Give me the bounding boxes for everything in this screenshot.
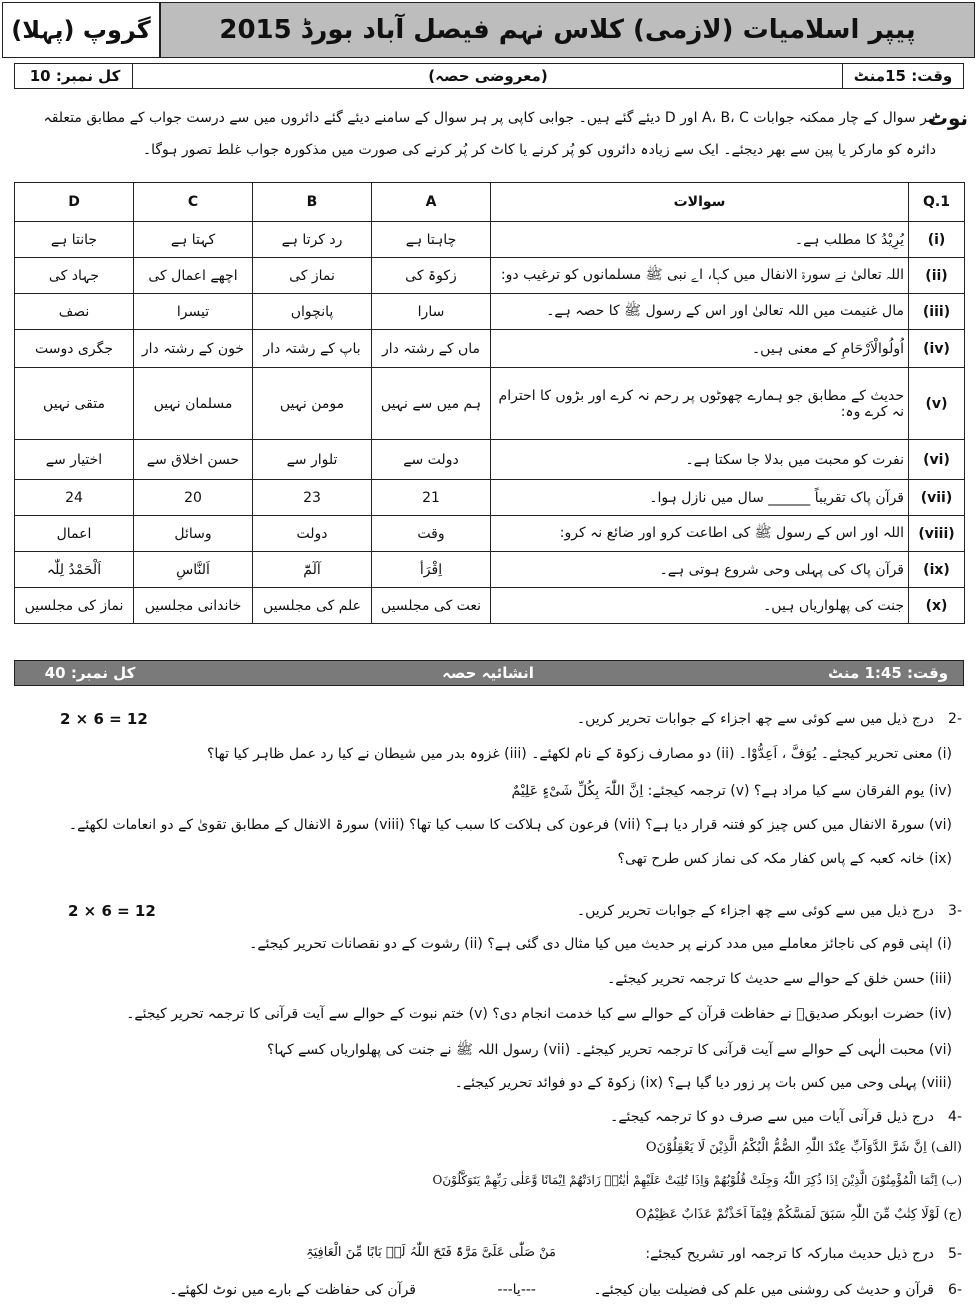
q-number: (vi) bbox=[909, 440, 965, 480]
mcq-header-a: A bbox=[372, 183, 491, 222]
option-b: 23 bbox=[253, 480, 372, 516]
q3-line-4: (vi) محبت الٰہی کے حوالے سے آیت قرآنی کا ترجمہ تحریر کیجئے۔ (vii) رسول اللہ ﷺ نے جنت کی پھلواریاں کسے کہا؟ bbox=[267, 1042, 952, 1058]
option-a: نعت کی مجلسیں bbox=[372, 588, 491, 624]
option-a: وقت bbox=[372, 516, 491, 552]
option-c: اَلنَّاسِ bbox=[134, 552, 253, 588]
objective-section-title: (معروضی حصہ) bbox=[428, 67, 548, 85]
q-number: (vii) bbox=[909, 480, 965, 516]
q2-line-4: (ix) خانہ کعبہ کے پاس کفار مکہ کی نماز کس طرح تھی؟ bbox=[617, 851, 952, 867]
option-d: جگری دوست bbox=[15, 330, 134, 368]
q-number: (ii) bbox=[909, 258, 965, 294]
mcq-header-row bbox=[15, 183, 965, 222]
option-c: حسن اخلاق سے bbox=[134, 440, 253, 480]
table-row bbox=[15, 552, 965, 588]
table-row bbox=[15, 258, 965, 294]
option-d: اَلْحَمْدُ لِلّٰہ bbox=[15, 552, 134, 588]
q2-title: درج ذیل میں سے کوئی سے چھ اجزاء کے جوابات تحریر کریں۔ bbox=[576, 711, 934, 727]
option-d: اختیار سے bbox=[15, 440, 134, 480]
option-a: سارا bbox=[372, 294, 491, 330]
option-b: تلوار سے bbox=[253, 440, 372, 480]
option-b: نماز کی bbox=[253, 258, 372, 294]
option-c: وسائل bbox=[134, 516, 253, 552]
subjective-section-title: انشائیہ حصہ bbox=[442, 664, 534, 682]
q2-line-3: (vi) سورۃ الانفال میں کس چیز کو فتنہ قرار دیا ہے؟ (vii) فرعون کی ہلاکت کا سبب کیا تھا؟ (viii) سورۃ الانفال کے مطابق تقویٰ کے دو انعامات لکھئے۔ bbox=[68, 817, 952, 833]
q4-verse-3: (ج) لَوْلَا کِتٰبٌ مِّنَ اللّٰہِ سَبَقَ لَمَسَّکُمْ فِیْمَآ اَخَذْتُمْ عَذَابٌ عَظِیْمٌO bbox=[635, 1207, 962, 1222]
q4-verse-1: (الف) اِنَّ شَرَّ الدَّوَآبِّ عِنْدَ اللّٰہِ الصُّمُّ الْبُکْمُ الَّذِیْنَ لَا یَعْقِلُوْنَO bbox=[645, 1140, 962, 1155]
table-row bbox=[15, 588, 965, 624]
objective-marks: کل نمبر: 10 bbox=[29, 67, 121, 85]
note-mark: نوٹ bbox=[927, 106, 968, 130]
option-c: تیسرا bbox=[134, 294, 253, 330]
note-line-1: ہر سوال کے چار ممکنہ جوابات A، B، C اور D دیئے گئے ہیں۔ جوابی کاپی پر ہر سوال کے سامنے دیئے گئے دائروں میں سے درست جواب کے مطابق متعلقہ bbox=[43, 110, 936, 126]
option-a: چاہتا ہے bbox=[372, 222, 491, 258]
option-c: کہتا ہے bbox=[134, 222, 253, 258]
q5-hadith: مَنْ صَلّٰی عَلَیَّ مَرَّۃً فَتَحَ اللّٰہُ لَہٗ بَابًا مِّنَ الْعَافِیَۃِ bbox=[305, 1245, 556, 1260]
option-b: پانچواں bbox=[253, 294, 372, 330]
q-number: (iii) bbox=[909, 294, 965, 330]
option-a: اِقْرَأ bbox=[372, 552, 491, 588]
mcq-header-d: D bbox=[15, 183, 134, 222]
mcq-header-c: C bbox=[134, 183, 253, 222]
q3-number: -3 bbox=[948, 903, 962, 919]
q3-line-2: (iii) حسن خلق کے حوالے سے حدیث کا ترجمہ تحریر کیجئے۔ bbox=[607, 971, 952, 987]
q6-text: قرآن و حدیث کی روشنی میں علم کی فضیلت بیان کیجئے۔ bbox=[593, 1282, 934, 1298]
option-a: دولت سے bbox=[372, 440, 491, 480]
q2-line-1: (i) معنی تحریر کیجئے۔ یُوَفَّ ، اَعِدُّوْا۔ (ii) دو مصارف زکوۃ کے نام لکھئے۔ (iii) غزوہ بدر میں شیطان نے کیا رد عمل ظاہر کیا تھا؟ bbox=[206, 746, 952, 762]
q6-or: ---یا--- bbox=[497, 1282, 536, 1298]
q2-number: -2 bbox=[948, 711, 962, 727]
option-b: باپ کے رشتہ دار bbox=[253, 330, 372, 368]
objective-info-bar bbox=[14, 63, 964, 89]
q-text: مال غنیمت میں اللہ تعالیٰ اور اس کے رسول ﷺ کا حصہ ہے۔ bbox=[491, 294, 909, 330]
table-row bbox=[15, 222, 965, 258]
option-d: نماز کی مجلسیں bbox=[15, 588, 134, 624]
group-label: گروپ (پہلا) bbox=[2, 2, 160, 58]
option-a: ماں کے رشتہ دار bbox=[372, 330, 491, 368]
option-c: مسلمان نہیں bbox=[134, 368, 253, 440]
q-number: (ix) bbox=[909, 552, 965, 588]
option-c: خاندانی مجلسیں bbox=[134, 588, 253, 624]
q2-score: 2 × 6 = 12 bbox=[60, 710, 148, 728]
q3-score: 2 × 6 = 12 bbox=[68, 902, 156, 920]
q2-line-2: (iv) یوم الفرقان سے کیا مراد ہے؟ (v) ترجمہ کیجئے: اِنَّ اللّٰہَ بِکُلِّ شَیْءٍ عَلِیْمٌ bbox=[511, 783, 952, 799]
option-c: خون کے رشتہ دار bbox=[134, 330, 253, 368]
q-text: جنت کی پھلواریاں ہیں۔ bbox=[491, 588, 909, 624]
q-text: یُرِیْدُ کا مطلب ہے۔ bbox=[491, 222, 909, 258]
q5-number: -5 bbox=[948, 1246, 962, 1262]
option-d: 24 bbox=[15, 480, 134, 516]
option-c: اچھے اعمال کی bbox=[134, 258, 253, 294]
table-row bbox=[15, 440, 965, 480]
option-d: نصف bbox=[15, 294, 134, 330]
option-a: زکوۃ کی bbox=[372, 258, 491, 294]
subjective-time: وقت: 1:45 منٹ bbox=[827, 664, 949, 682]
option-b: دولت bbox=[253, 516, 372, 552]
table-row bbox=[15, 368, 965, 440]
q4-number: -4 bbox=[948, 1109, 962, 1125]
option-d: متقی نہیں bbox=[15, 368, 134, 440]
note-line-2: دائرہ کو مارکر یا پین سے بھر دیجئے۔ ایک سے زیادہ دائروں کو پُر کرنے یا کاٹ کر پُر کرنے کی صورت میں مذکورہ جواب غلط تصور ہوگا۔ bbox=[142, 142, 936, 158]
option-c: 20 bbox=[134, 480, 253, 516]
q4-title: درج ذیل قرآنی آیات میں سے صرف دو کا ترجمہ کیجئے۔ bbox=[610, 1109, 934, 1125]
option-b: آلٓمّٓ bbox=[253, 552, 372, 588]
q-text: اللہ اور اس کے رسول ﷺ کی اطاعت کرو اور ضائع نہ کرو: bbox=[491, 516, 909, 552]
mcq-header-b: B bbox=[253, 183, 372, 222]
q3-line-1: (i) اپنی قوم کی ناجائز معاملے میں مدد کرنے پر حدیث میں کیا مثال دی گئی ہے؟ (ii) رشوت کے دو نقصانات تحریر کیجئے۔ bbox=[249, 936, 952, 952]
q3-title: درج ذیل میں سے کوئی سے چھ اجزاء کے جوابات تحریر کریں۔ bbox=[576, 903, 934, 919]
option-d: جانتا ہے bbox=[15, 222, 134, 258]
q-text: نفرت کو محبت میں بدلا جا سکتا ہے۔ bbox=[491, 440, 909, 480]
q6-alt: قرآن کی حفاظت کے بارے میں نوٹ لکھئے۔ bbox=[169, 1282, 416, 1298]
paper-title: پیپر اسلامیات (لازمی) کلاس نہم فیصل آباد بورڈ 2015 bbox=[160, 2, 975, 58]
mcq-table bbox=[14, 182, 965, 624]
q-number: (iv) bbox=[909, 330, 965, 368]
q-text: اُولُوالْاَرْحَامِ کے معنی ہیں۔ bbox=[491, 330, 909, 368]
q4-verse-2: (ب) اِنَّمَا الْمُؤْمِنُوْنَ الَّذِیْنَ اِذَا ذُکِرَ اللّٰہُ وَجِلَتْ قُلُوْبُھُمْ وَاِذَا تُلِیَتْ عَلَیْھِمْ اٰیٰتُہٗ زَادَتْھُمْ اِیْمَانًا وَّعَلٰی رَبِّھِمْ یَتَوَکَّلُوْنَO bbox=[432, 1173, 962, 1187]
q-number: (viii) bbox=[909, 516, 965, 552]
option-b: علم کی مجلسیں bbox=[253, 588, 372, 624]
q6-number: -6 bbox=[948, 1282, 962, 1298]
q-text: حدیث کے مطابق جو ہمارے چھوٹوں پر رحم نہ کرے اور بڑوں کا احترام نہ کرے وہ: bbox=[491, 368, 909, 440]
q3-line-5: (viii) پہلی وحی میں کس بات پر زور دیا گیا ہے؟ (ix) زکوۃ کے دو فوائد تحریر کیجئے۔ bbox=[454, 1075, 952, 1091]
table-row bbox=[15, 330, 965, 368]
option-b: مومن نہیں bbox=[253, 368, 372, 440]
q-text: قرآن پاک تقریباً ______ سال میں نازل ہوا۔ bbox=[491, 480, 909, 516]
subjective-marks: کل نمبر: 40 bbox=[44, 664, 136, 682]
table-row bbox=[15, 480, 965, 516]
mcq-header-num: Q.1 bbox=[909, 183, 965, 222]
objective-time: وقت: 15منٹ bbox=[853, 67, 953, 85]
table-row bbox=[15, 294, 965, 330]
q-text: قرآن پاک کی پہلی وحی شروع ہوتی ہے۔ bbox=[491, 552, 909, 588]
q5-text: درج ذیل حدیث مبارکہ کا ترجمہ اور تشریح کیجئے: bbox=[645, 1246, 934, 1262]
q-number: (i) bbox=[909, 222, 965, 258]
q-number: (v) bbox=[909, 368, 965, 440]
q3-line-3: (iv) حضرت ابوبکر صدیقؓ نے حفاظت قرآن کے حوالے سے کیا خدمت انجام دی؟ (v) ختم نبوت کے حوالے سے آیت قرآنی کا ترجمہ تحریر کیجئے۔ bbox=[126, 1006, 952, 1022]
table-row bbox=[15, 516, 965, 552]
option-a: ہم میں سے نہیں bbox=[372, 368, 491, 440]
q-number: (x) bbox=[909, 588, 965, 624]
option-a: 21 bbox=[372, 480, 491, 516]
q-text: اللہ تعالیٰ نے سورۃ الانفال میں کہا، اے نبی ﷺ مسلمانوں کو ترغیب دو: bbox=[491, 258, 909, 294]
option-b: رد کرتا ہے bbox=[253, 222, 372, 258]
subjective-info-bar bbox=[14, 660, 964, 686]
mcq-header-question: سوالات bbox=[491, 183, 909, 222]
option-d: جہاد کی bbox=[15, 258, 134, 294]
option-d: اعمال bbox=[15, 516, 134, 552]
